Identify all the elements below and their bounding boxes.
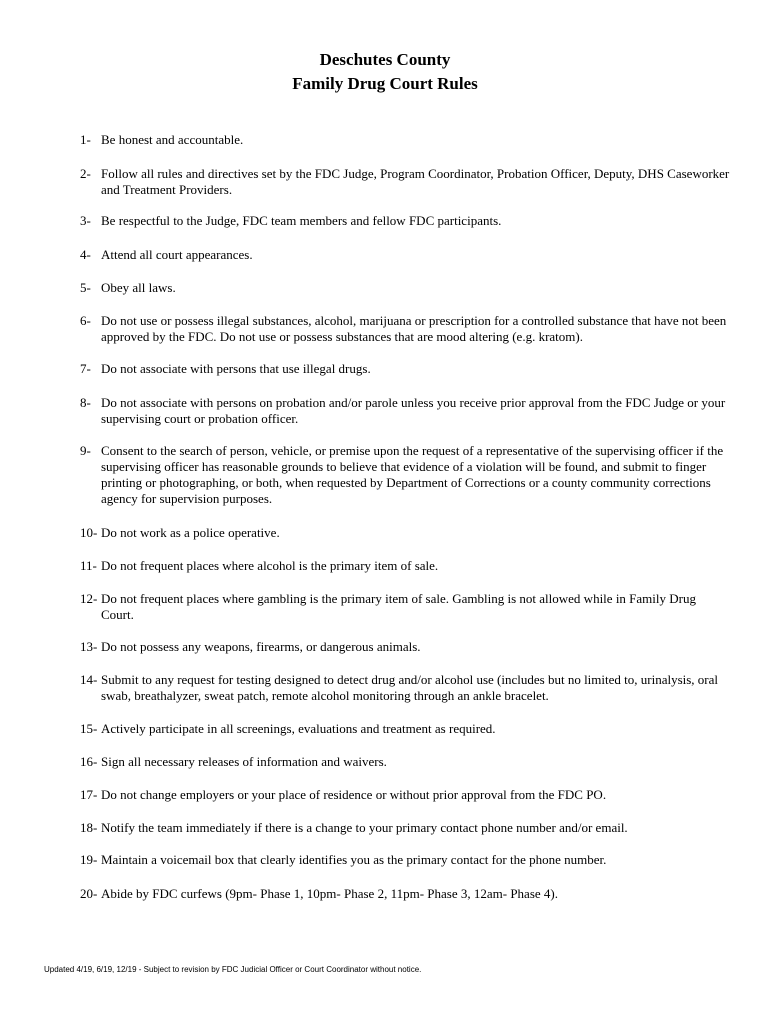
rule-text: Do not frequent places where gambling is the primary item of sale. Gambling is not allowed while in Family Drug Court. bbox=[101, 591, 696, 622]
rule-item-5 bbox=[80, 280, 730, 296]
rule-number: 15- bbox=[80, 721, 98, 736]
rule-text: Do not associate with persons that use illegal drugs. bbox=[101, 361, 371, 376]
rule-text: Do not associate with persons on probation and/or parole unless you receive prior approval from the FDC Judge or your supervising court or probation officer. bbox=[101, 395, 726, 426]
rule-number: 9- bbox=[80, 443, 91, 458]
rule-text: Maintain a voicemail box that clearly identifies you as the primary contact for the phone number. bbox=[101, 852, 607, 867]
rule-number: 14- bbox=[80, 672, 98, 687]
rule-number: 8- bbox=[80, 395, 91, 410]
rule-number: 12- bbox=[80, 591, 98, 606]
document-title-rules: Family Drug Court Rules bbox=[292, 74, 478, 93]
rule-text: Do not possess any weapons, firearms, or dangerous animals. bbox=[101, 639, 421, 654]
rule-number: 3- bbox=[80, 213, 91, 228]
rule-number: 6- bbox=[80, 313, 91, 328]
rule-number: 2- bbox=[80, 166, 91, 181]
rule-text: Submit to any request for testing designed to detect drug and/or alcohol use (includes but no limited to, urinalysis, oral swab, breathalyzer, sweat patch, remote alcohol monitoring through an ankle bracelet. bbox=[101, 672, 719, 703]
rule-text: Consent to the search of person, vehicle, or premise upon the request of a representative of the supervising officer if the supervising officer has reasonable grounds to believe that evidence of a violation will be found, and submit to finger printing or photographing, or both, when requested by Department of Corrections or a county community corrections agency for supervision purposes. bbox=[101, 443, 724, 506]
rule-item-4 bbox=[80, 247, 730, 263]
rule-number: 4- bbox=[80, 247, 91, 262]
rule-number: 20- bbox=[80, 886, 98, 901]
rule-item-12 bbox=[80, 591, 730, 623]
rule-item-16 bbox=[80, 754, 730, 770]
rule-text: Attend all court appearances. bbox=[101, 247, 253, 262]
rule-text: Obey all laws. bbox=[101, 280, 176, 295]
rule-item-10 bbox=[80, 525, 730, 541]
rule-item-13 bbox=[80, 639, 730, 655]
rule-item-1 bbox=[80, 132, 730, 148]
rule-number: 10- bbox=[80, 525, 98, 540]
rule-item-19 bbox=[80, 852, 730, 868]
rule-number: 16- bbox=[80, 754, 98, 769]
rule-text: Do not use or possess illegal substances, alcohol, marijuana or prescription for a controlled substance that have not been approved by the FDC. Do not use or possess substances that are mood altering (e.g. kratom). bbox=[101, 313, 727, 344]
rule-item-6 bbox=[80, 313, 730, 345]
rule-number: 1- bbox=[80, 132, 91, 147]
rule-text: Be honest and accountable. bbox=[101, 132, 244, 147]
rule-number: 18- bbox=[80, 820, 98, 835]
rule-text: Abide by FDC curfews (9pm- Phase 1, 10pm- Phase 2, 11pm- Phase 3, 12am- Phase 4). bbox=[101, 886, 558, 901]
rule-text: Be respectful to the Judge, FDC team members and fellow FDC participants. bbox=[101, 213, 502, 228]
rule-text: Do not frequent places where alcohol is the primary item of sale. bbox=[101, 558, 439, 573]
rule-number: 11- bbox=[80, 558, 97, 573]
rule-item-14 bbox=[80, 672, 730, 704]
rule-number: 5- bbox=[80, 280, 91, 295]
rule-item-18 bbox=[80, 820, 730, 836]
rule-item-17 bbox=[80, 787, 730, 803]
rule-text: Do not change employers or your place of residence or without prior approval from the FDC PO. bbox=[101, 787, 607, 802]
rule-number: 17- bbox=[80, 787, 98, 802]
rule-item-7 bbox=[80, 361, 730, 377]
rule-number: 7- bbox=[80, 361, 91, 376]
rule-item-2 bbox=[80, 166, 730, 198]
rule-item-9 bbox=[80, 443, 730, 507]
document-title-county: Deschutes County bbox=[319, 50, 451, 69]
rule-number: 19- bbox=[80, 852, 98, 867]
rule-number: 13- bbox=[80, 639, 98, 654]
rule-item-15 bbox=[80, 721, 730, 737]
rule-item-20 bbox=[80, 886, 730, 902]
rule-text: Do not work as a police operative. bbox=[101, 525, 280, 540]
rule-text: Sign all necessary releases of information and waivers. bbox=[101, 754, 387, 769]
rule-text: Follow all rules and directives set by the FDC Judge, Program Coordinator, Probation Officer, Deputy, DHS Caseworker and Treatment Providers. bbox=[101, 166, 730, 197]
rule-item-8 bbox=[80, 395, 730, 427]
rule-text: Actively participate in all screenings, evaluations and treatment as required. bbox=[101, 721, 496, 736]
rule-item-11 bbox=[80, 558, 730, 574]
rule-item-3 bbox=[80, 213, 730, 229]
revision-footnote: Updated 4/19, 6/19, 12/19 - Subject to revision by FDC Judicial Officer or Court Coordinator without notice. bbox=[44, 965, 422, 974]
rule-text: Notify the team immediately if there is a change to your primary contact phone number and/or email. bbox=[101, 820, 628, 835]
